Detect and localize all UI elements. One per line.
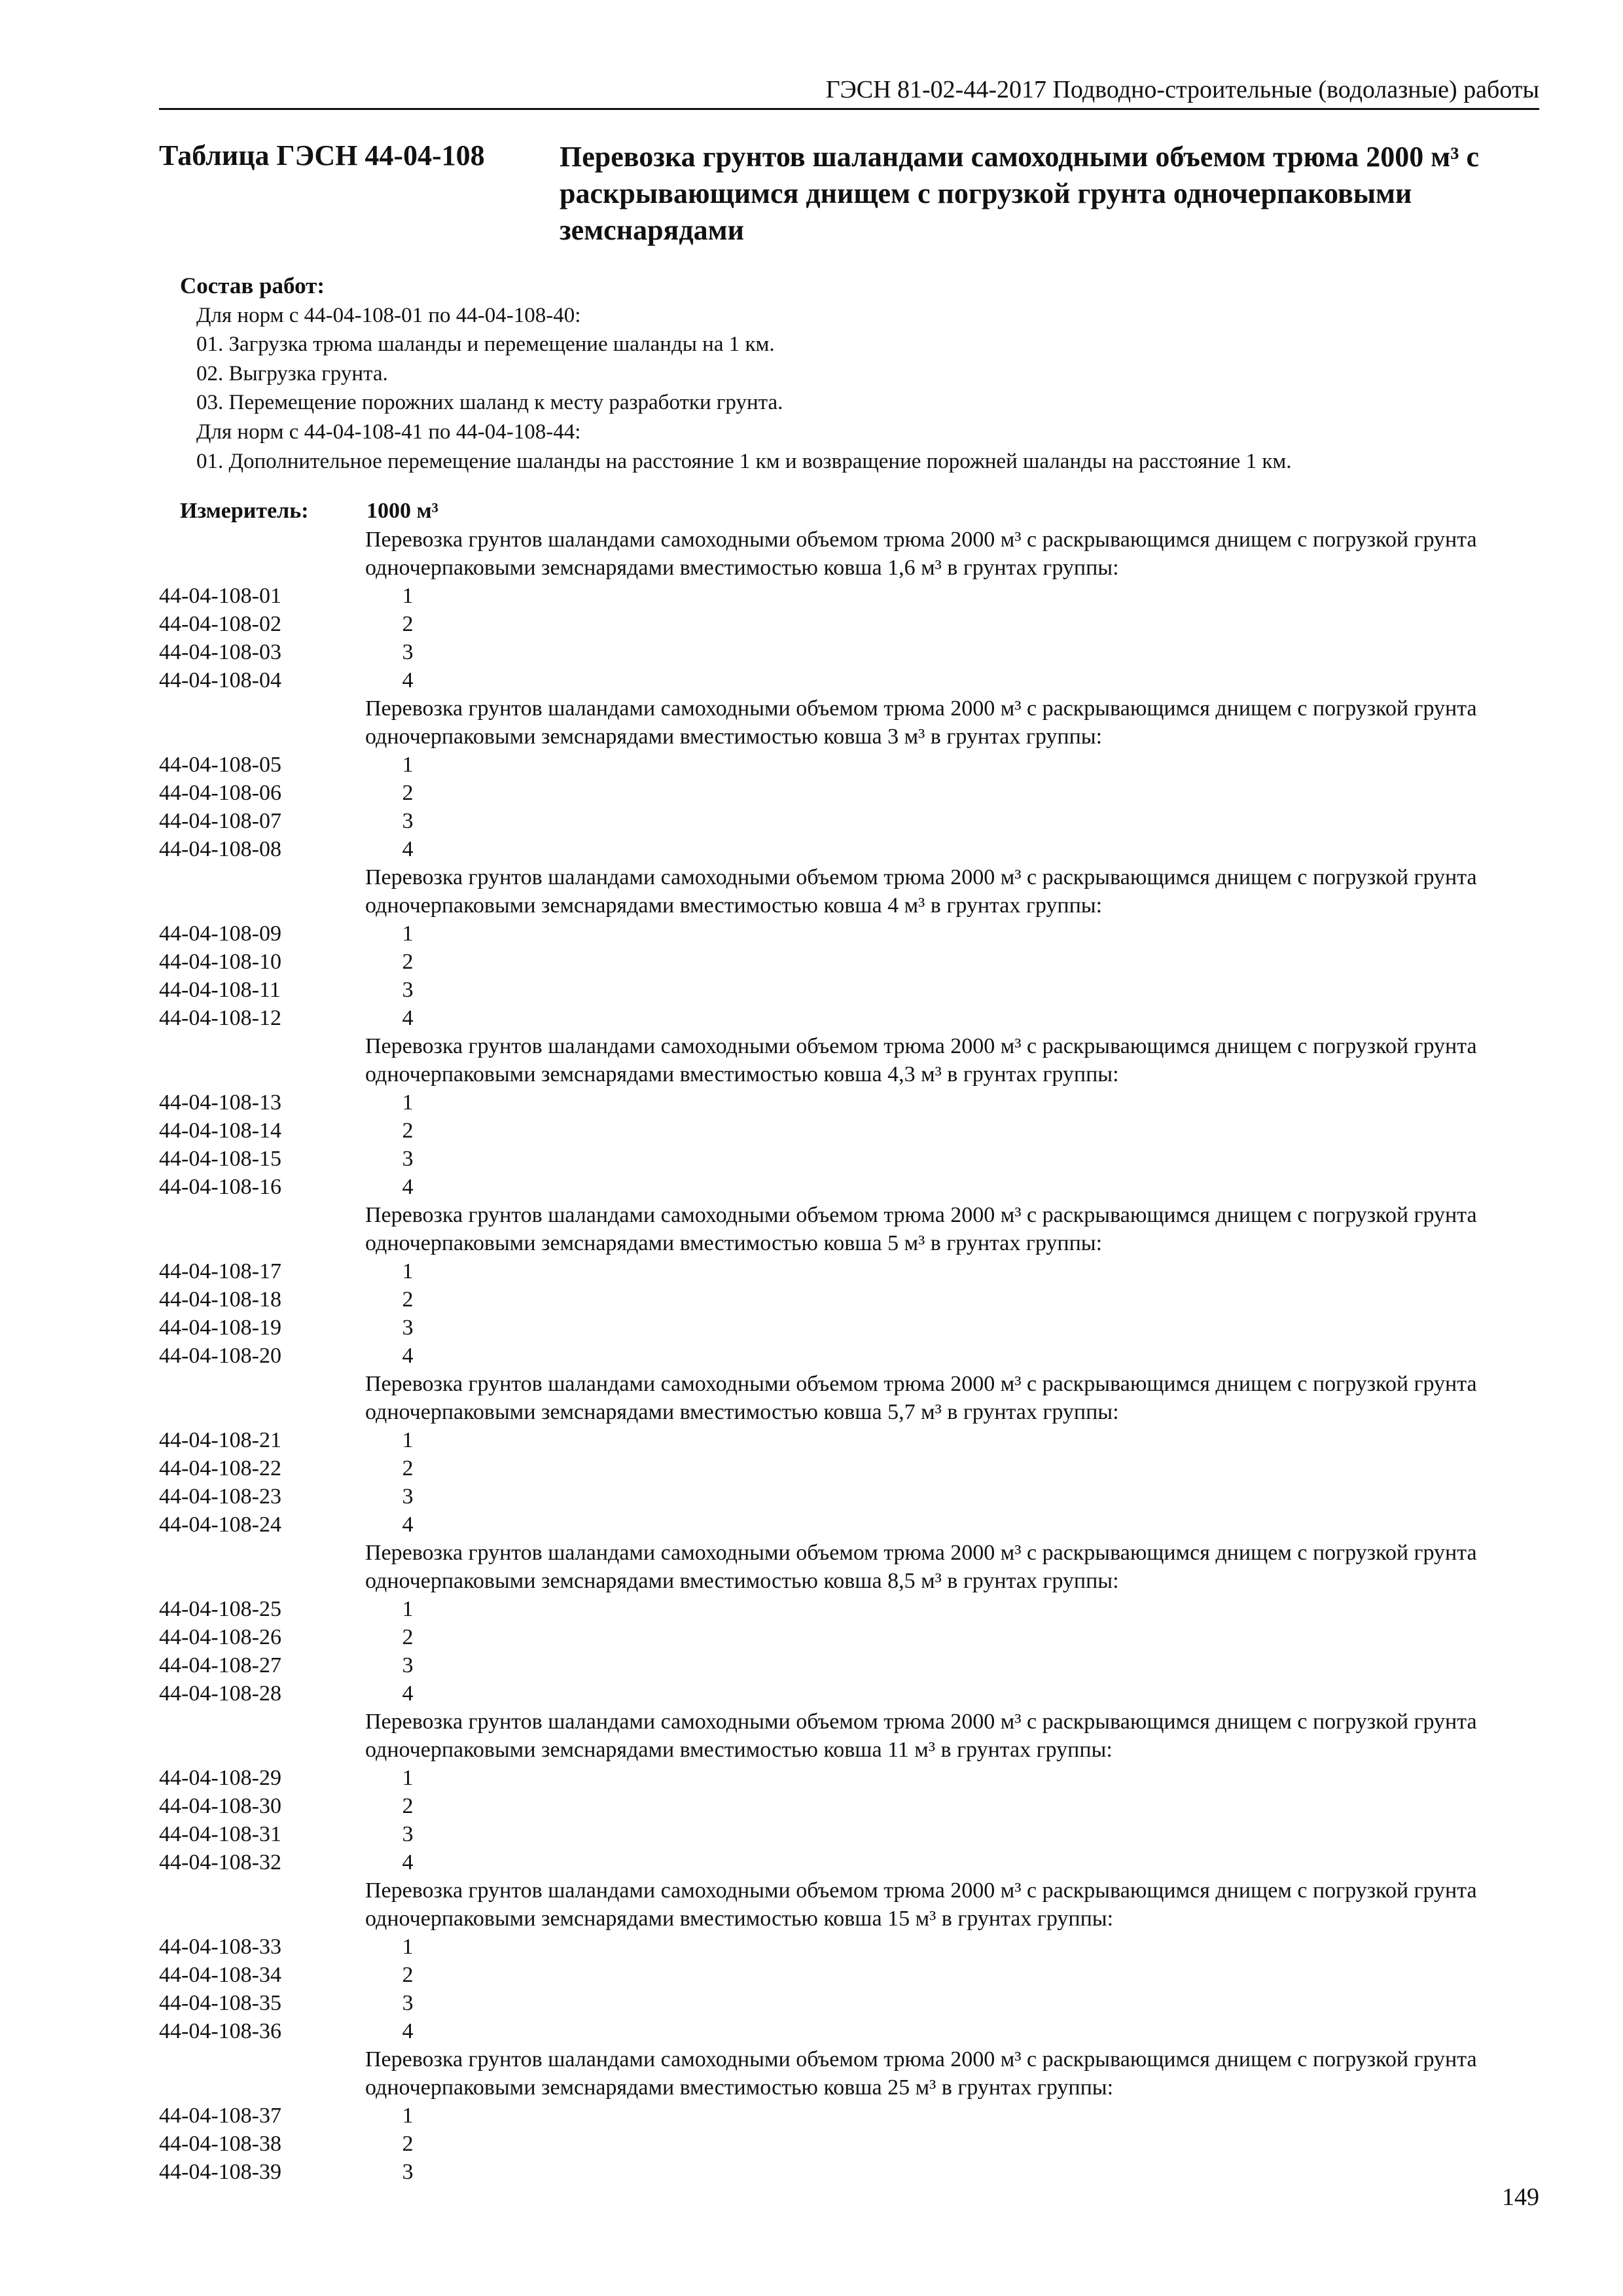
norm-code: 44-04-108-26	[159, 1625, 281, 1649]
norm-row	[159, 1820, 1553, 1848]
norm-group	[159, 1370, 1553, 1539]
norm-row	[159, 2130, 1553, 2158]
norm-group-description: Перевозка грунтов шаландами самоходными объемом трюма 2000 м³ с раскрывающимся днищем с погрузкой грунта одночерпаковыми земснарядами вместимостью ковша 4 м³ в грунтах группы:	[365, 865, 1477, 918]
norm-group-description: Перевозка грунтов шаландами самоходными объемом трюма 2000 м³ с раскрывающимся днищем с погрузкой грунта одночерпаковыми земснарядами вместимостью ковша 4,3 м³ в грунтах группы:	[365, 1034, 1477, 1086]
norm-row	[159, 779, 1553, 807]
norm-row	[159, 1285, 1553, 1314]
soil-group-number: 3	[402, 1653, 414, 1677]
norm-group-description: Перевозка грунтов шаландами самоходными объемом трюма 2000 м³ с раскрывающимся днищем с погрузкой грунта одночерпаковыми земснарядами вместимостью ковша 5,7 м³ в грунтах группы:	[365, 1372, 1477, 1424]
norm-code: 44-04-108-31	[159, 1822, 281, 1846]
norm-row	[159, 1764, 1553, 1792]
norm-row	[159, 1482, 1553, 1511]
norm-group	[159, 2045, 1553, 2186]
norm-row	[159, 751, 1553, 779]
work-composition-line: 03. Перемещение порожних шаланд к месту разработки грунта.	[196, 391, 783, 415]
norm-code: 44-04-108-35	[159, 1991, 281, 2015]
norm-code: 44-04-108-09	[159, 922, 281, 946]
norm-group-description: Перевозка грунтов шаландами самоходными объемом трюма 2000 м³ с раскрывающимся днищем с погрузкой грунта одночерпаковыми земснарядами вместимостью ковша 3 м³ в грунтах группы:	[365, 696, 1477, 749]
meter-label: Измеритель:	[180, 499, 309, 523]
work-composition-line: 02. Выгрузка грунта.	[196, 361, 388, 386]
norm-code: 44-04-108-37	[159, 2104, 281, 2128]
soil-group-number: 2	[402, 612, 414, 636]
soil-group-number: 2	[402, 1963, 414, 1987]
soil-group-number: 4	[402, 1175, 414, 1199]
norm-code: 44-04-108-02	[159, 612, 281, 636]
norm-code: 44-04-108-24	[159, 1513, 281, 1537]
norm-group	[159, 1032, 1553, 1201]
norm-code: 44-04-108-07	[159, 809, 281, 833]
soil-group-number: 1	[402, 1259, 414, 1283]
soil-group-number: 2	[402, 781, 414, 805]
norm-code: 44-04-108-32	[159, 1850, 281, 1874]
norm-code: 44-04-108-22	[159, 1456, 281, 1480]
norm-group-description: Перевозка грунтов шаландами самоходными объемом трюма 2000 м³ с раскрывающимся днищем с погрузкой грунта одночерпаковыми земснарядами вместимостью ковша 11 м³ в грунтах группы:	[365, 1710, 1477, 1762]
norm-row	[159, 582, 1553, 610]
soil-group-number: 2	[402, 1287, 414, 1312]
page-number: 149	[1502, 2183, 1539, 2211]
norm-code: 44-04-108-06	[159, 781, 281, 805]
norm-row	[159, 976, 1553, 1004]
soil-group-number: 1	[402, 2104, 414, 2128]
norm-group	[159, 1876, 1553, 2045]
soil-group-number: 3	[402, 1484, 414, 1509]
norm-code: 44-04-108-21	[159, 1428, 281, 1452]
norm-code: 44-04-108-01	[159, 584, 281, 608]
norm-row	[159, 920, 1553, 948]
soil-group-number: 3	[402, 809, 414, 833]
running-header: ГЭСН 81-02-44-2017 Подводно-строительные (водолазные) работы	[825, 76, 1539, 103]
norm-row	[159, 2158, 1553, 2186]
norm-code: 44-04-108-12	[159, 1006, 281, 1030]
norm-code: 44-04-108-23	[159, 1484, 281, 1509]
norm-group	[159, 1539, 1553, 1708]
soil-group-number: 4	[402, 1850, 414, 1874]
soil-group-number: 4	[402, 1006, 414, 1030]
norm-row	[159, 1004, 1553, 1032]
norm-row	[159, 1623, 1553, 1651]
work-composition-line: Для норм с 44-04-108-01 по 44-04-108-40:	[196, 303, 581, 327]
soil-group-number: 2	[402, 2132, 414, 2156]
norm-code: 44-04-108-17	[159, 1259, 281, 1283]
work-composition-line: 01. Дополнительное перемещение шаланды на расстояние 1 км и возвращение порожней шаланды на расстояние 1 км.	[196, 449, 1292, 473]
norm-code: 44-04-108-18	[159, 1287, 281, 1312]
norm-code: 44-04-108-16	[159, 1175, 281, 1199]
norm-row	[159, 2017, 1553, 2045]
norm-code: 44-04-108-11	[159, 978, 281, 1002]
soil-group-number: 1	[402, 1935, 414, 1959]
norm-row	[159, 1426, 1553, 1454]
norms-list	[159, 526, 1553, 2186]
soil-group-number: 2	[402, 950, 414, 974]
norm-row	[159, 2102, 1553, 2130]
norm-row	[159, 1933, 1553, 1961]
norm-group	[159, 863, 1553, 1032]
soil-group-number: 4	[402, 1344, 414, 1368]
norm-group	[159, 1201, 1553, 1370]
norm-code: 44-04-108-28	[159, 1681, 281, 1706]
table-label: Таблица ГЭСН 44-04-108	[159, 139, 485, 171]
norm-row	[159, 610, 1553, 638]
norm-code: 44-04-108-27	[159, 1653, 281, 1677]
norm-row	[159, 1651, 1553, 1679]
table-title: Перевозка грунтов шаландами самоходными объемом трюма 2000 м³ с раскрывающимся днищем с погрузкой грунта одночерпаковыми земснарядами	[560, 141, 1479, 246]
soil-group-number: 3	[402, 640, 414, 664]
norm-row	[159, 1257, 1553, 1285]
norm-row	[159, 1595, 1553, 1623]
soil-group-number: 4	[402, 668, 414, 692]
norm-code: 44-04-108-30	[159, 1794, 281, 1818]
norm-code: 44-04-108-10	[159, 950, 281, 974]
norm-code: 44-04-108-08	[159, 837, 281, 861]
soil-group-number: 2	[402, 1119, 414, 1143]
soil-group-number: 4	[402, 837, 414, 861]
soil-group-number: 3	[402, 1147, 414, 1171]
norm-row	[159, 1173, 1553, 1201]
norm-code: 44-04-108-34	[159, 1963, 281, 1987]
soil-group-number: 1	[402, 1090, 414, 1115]
header-divider	[159, 108, 1539, 110]
soil-group-number: 4	[402, 2019, 414, 2043]
norm-row	[159, 666, 1553, 694]
norm-group	[159, 1708, 1553, 1876]
norm-row	[159, 1342, 1553, 1370]
soil-group-number: 3	[402, 1991, 414, 2015]
norm-code: 44-04-108-14	[159, 1119, 281, 1143]
norm-group	[159, 526, 1553, 694]
norm-row	[159, 1314, 1553, 1342]
norm-row	[159, 1848, 1553, 1876]
norm-row	[159, 807, 1553, 835]
norm-row	[159, 1454, 1553, 1482]
norm-code: 44-04-108-38	[159, 2132, 281, 2156]
soil-group-number: 2	[402, 1456, 414, 1480]
soil-group-number: 2	[402, 1794, 414, 1818]
norm-group	[159, 694, 1553, 863]
norm-code: 44-04-108-33	[159, 1935, 281, 1959]
norm-row	[159, 1792, 1553, 1820]
norm-code: 44-04-108-25	[159, 1597, 281, 1621]
norm-row	[159, 638, 1553, 666]
soil-group-number: 1	[402, 584, 414, 608]
norm-group-description: Перевозка грунтов шаландами самоходными объемом трюма 2000 м³ с раскрывающимся днищем с погрузкой грунта одночерпаковыми земснарядами вместимостью ковша 25 м³ в грунтах группы:	[365, 2047, 1477, 2100]
norm-code: 44-04-108-39	[159, 2160, 281, 2184]
work-composition-line: Для норм с 44-04-108-41 по 44-04-108-44:	[196, 420, 581, 444]
norm-group-description: Перевозка грунтов шаландами самоходными объемом трюма 2000 м³ с раскрывающимся днищем с погрузкой грунта одночерпаковыми земснарядами вместимостью ковша 1,6 м³ в грунтах группы:	[365, 528, 1477, 580]
soil-group-number: 4	[402, 1513, 414, 1537]
soil-group-number: 1	[402, 753, 414, 777]
norm-code: 44-04-108-15	[159, 1147, 281, 1171]
norm-row	[159, 1117, 1553, 1145]
norm-code: 44-04-108-19	[159, 1316, 281, 1340]
soil-group-number: 3	[402, 2160, 414, 2184]
work-composition-line: 01. Загрузка трюма шаланды и перемещение шаланды на 1 км.	[196, 332, 775, 357]
norm-code: 44-04-108-05	[159, 753, 281, 777]
work-composition	[180, 272, 1292, 476]
soil-group-number: 2	[402, 1625, 414, 1649]
norm-code: 44-04-108-04	[159, 668, 281, 692]
soil-group-number: 1	[402, 1597, 414, 1621]
norm-code: 44-04-108-03	[159, 640, 281, 664]
soil-group-number: 3	[402, 1822, 414, 1846]
work-composition-heading: Состав работ:	[180, 273, 325, 298]
soil-group-number: 1	[402, 1428, 414, 1452]
norm-row	[159, 835, 1553, 863]
norm-group-description: Перевозка грунтов шаландами самоходными объемом трюма 2000 м³ с раскрывающимся днищем с погрузкой грунта одночерпаковыми земснарядами вместимостью ковша 5 м³ в грунтах группы:	[365, 1203, 1477, 1255]
norm-code: 44-04-108-36	[159, 2019, 281, 2043]
norm-row	[159, 948, 1553, 976]
norm-row	[159, 1679, 1553, 1708]
norm-group-description: Перевозка грунтов шаландами самоходными объемом трюма 2000 м³ с раскрывающимся днищем с погрузкой грунта одночерпаковыми земснарядами вместимостью ковша 15 м³ в грунтах группы:	[365, 1878, 1477, 1931]
norm-group-description: Перевозка грунтов шаландами самоходными объемом трюма 2000 м³ с раскрывающимся днищем с погрузкой грунта одночерпаковыми земснарядами вместимостью ковша 8,5 м³ в грунтах группы:	[365, 1541, 1477, 1593]
soil-group-number: 3	[402, 1316, 414, 1340]
norm-row	[159, 1961, 1553, 1989]
norm-code: 44-04-108-20	[159, 1344, 281, 1368]
soil-group-number: 4	[402, 1681, 414, 1706]
meter-value: 1000 м³	[366, 499, 438, 523]
soil-group-number: 1	[402, 1766, 414, 1790]
norm-code: 44-04-108-29	[159, 1766, 281, 1790]
norm-row	[159, 1088, 1553, 1117]
soil-group-number: 1	[402, 922, 414, 946]
norm-row	[159, 1145, 1553, 1173]
norm-code: 44-04-108-13	[159, 1090, 281, 1115]
norm-row	[159, 1989, 1553, 2017]
soil-group-number: 3	[402, 978, 414, 1002]
norm-row	[159, 1511, 1553, 1539]
